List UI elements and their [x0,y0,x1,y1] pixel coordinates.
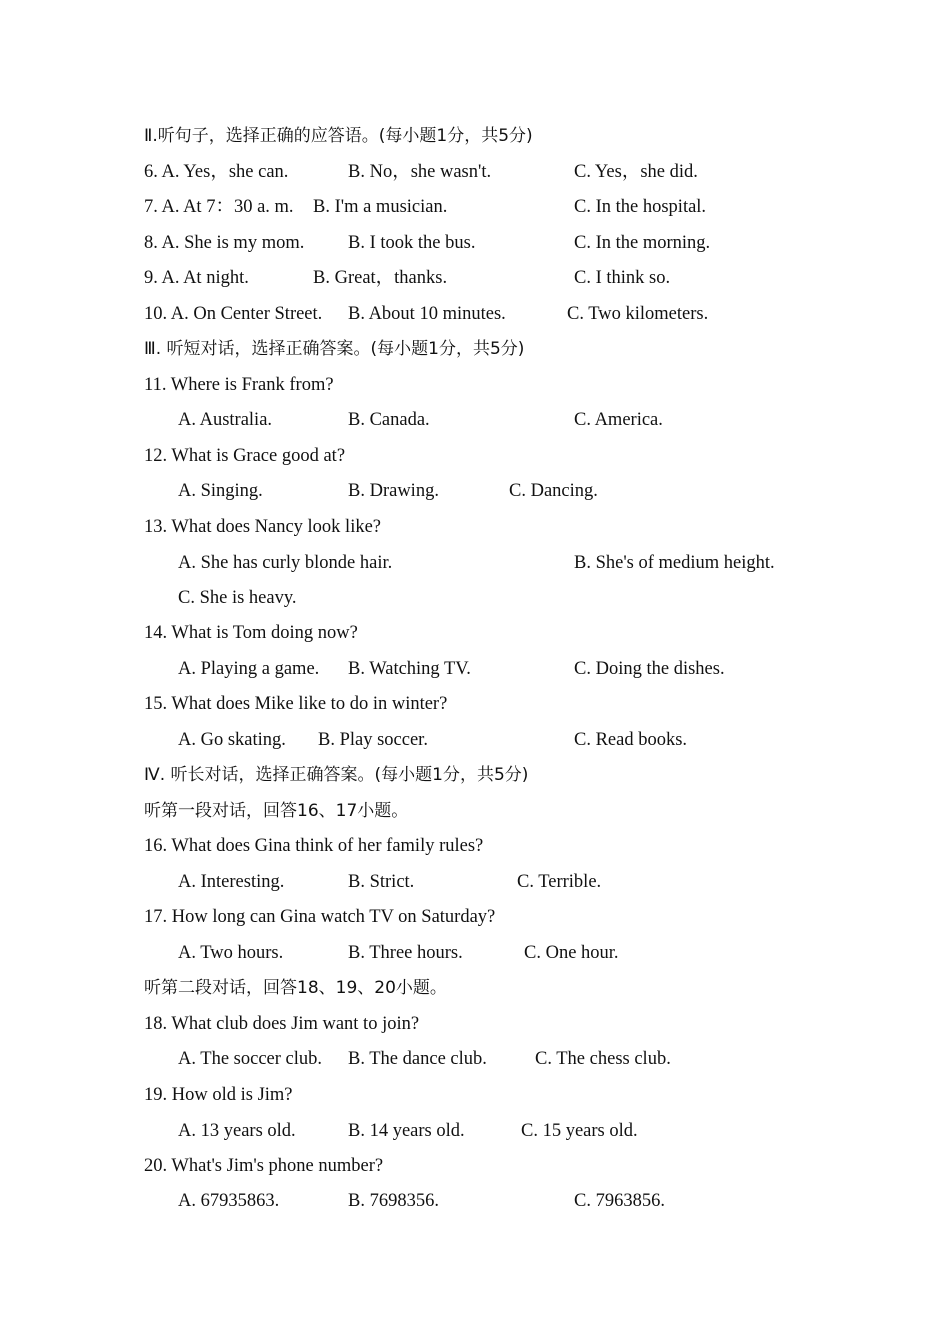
section-4-title: Ⅳ. 听长对话，选择正确答案。(每小题1分，共5分) [144,765,529,785]
q12-stem: 12. What is Grace good at? [144,446,346,466]
q17-stem: 17. How long can Gina watch TV on Saturday? [144,907,496,927]
q18-option-a: A. The soccer club. [178,1049,323,1069]
q15-option-c: C. Read books. [574,730,688,750]
q16-option-b: B. Strict. [348,872,415,892]
q13-option-c: C. She is heavy. [178,588,297,608]
q8-option-a: 8. A. She is my mom. [144,233,305,253]
q6-option-a: 6. A. Yes，she can. [144,162,289,182]
q15-option-a: A. Go skating. [178,730,286,750]
q17-option-b: B. Three hours. [348,943,463,963]
q12-option-a: A. Singing. [178,481,263,501]
q19-stem: 19. How old is Jim? [144,1085,293,1105]
q19-option-c: C. 15 years old. [521,1121,638,1141]
q14-option-a: A. Playing a game. [178,659,320,679]
q19-option-b: B. 14 years old. [348,1121,465,1141]
q14-stem: 14. What is Tom doing now? [144,623,358,643]
q6-option-b: B. No，she wasn't. [348,162,492,182]
q8-option-b: B. I took the bus. [348,233,476,253]
q11-stem: 11. Where is Frank from? [144,375,334,395]
q12-option-b: B. Drawing. [348,481,439,501]
q10-option-b: B. About 10 minutes. [348,304,506,324]
q16-option-c: C. Terrible. [517,872,602,892]
q11-option-a: A. Australia. [178,410,273,430]
section-2-title: Ⅱ.听句子，选择正确的应答语。(每小题1分，共5分) [144,126,533,146]
q8-option-c: C. In the morning. [574,233,711,253]
q11-option-b: B. Canada. [348,410,430,430]
q18-option-b: B. The dance club. [348,1049,487,1069]
q20-option-b: B. 7698356. [348,1191,439,1211]
q14-option-b: B. Watching TV. [348,659,471,679]
q17-option-c: C. One hour. [524,943,619,963]
part-1-instruction: 听第一段对话，回答16、17小题。 [144,801,409,821]
q13-stem: 13. What does Nancy look like? [144,517,382,537]
q13-option-a: A. She has curly blonde hair. [178,553,393,573]
q6-option-c: C. Yes，she did. [574,162,698,182]
q9-option-c: C. I think so. [574,268,671,288]
q9-option-b: B. Great，thanks. [313,268,448,288]
q10-option-a: 10. A. On Center Street. [144,304,323,324]
q7-option-a: 7. A. At 7：30 a. m. [144,197,294,217]
q13-option-b: B. She's of medium height. [574,553,775,573]
part-2-instruction: 听第二段对话，回答18、19、20小题。 [144,978,447,998]
q20-option-a: A. 67935863. [178,1191,280,1211]
q18-option-c: C. The chess club. [535,1049,671,1069]
q19-option-a: A. 13 years old. [178,1121,296,1141]
q7-option-b: B. I'm a musician. [313,197,448,217]
q11-option-c: C. America. [574,410,663,430]
q9-option-a: 9. A. At night. [144,268,249,288]
q10-option-c: C. Two kilometers. [567,304,709,324]
q7-option-c: C. In the hospital. [574,197,707,217]
q12-option-c: C. Dancing. [509,481,598,501]
q14-option-c: C. Doing the dishes. [574,659,725,679]
q20-stem: 20. What's Jim's phone number? [144,1156,384,1176]
section-3-title: Ⅲ. 听短对话，选择正确答案。(每小题1分，共5分) [144,339,525,359]
q15-stem: 15. What does Mike like to do in winter? [144,694,448,714]
q15-option-b: B. Play soccer. [318,730,428,750]
q17-option-a: A. Two hours. [178,943,284,963]
q16-option-a: A. Interesting. [178,872,285,892]
q20-option-c: C. 7963856. [574,1191,665,1211]
q18-stem: 18. What club does Jim want to join? [144,1014,420,1034]
q16-stem: 16. What does Gina think of her family rules? [144,836,484,856]
